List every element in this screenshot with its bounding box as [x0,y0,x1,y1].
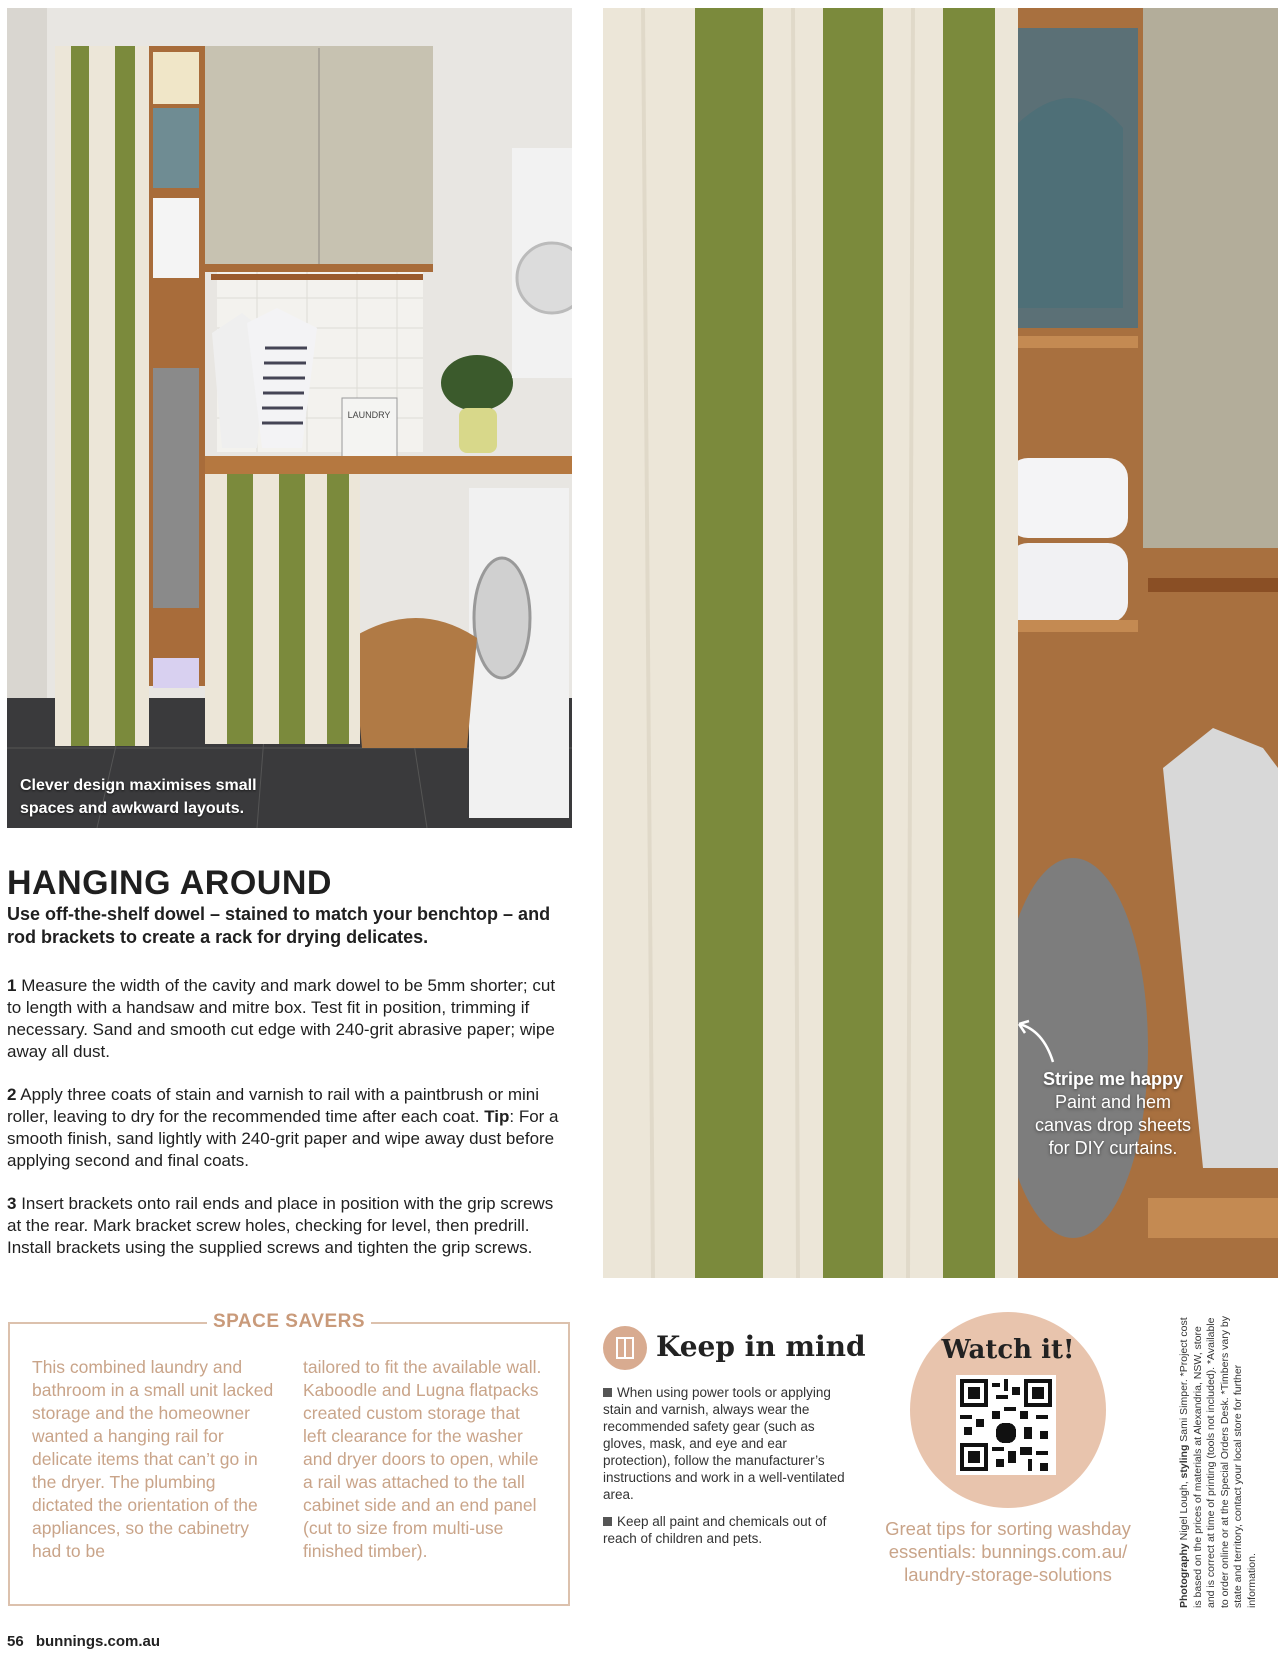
article-standfirst: Use off-the-shelf dowel – stained to match your benchtop – and rod brackets to create a rack for drying delicates. [7,904,551,947]
photo-credits [1178,1312,1259,1608]
laundry-illustration [7,8,572,828]
caption-line-1: Clever design maximises small [20,777,257,794]
step-number: 3 [7,1194,17,1213]
step-text: : For a smooth finish, sand lightly with 240-grit paper and wipe away dust before applying second and final coats. [7,1107,559,1170]
step-1 [7,975,572,1063]
square-bullet-icon [603,1388,612,1397]
safety-book-icon [603,1326,647,1370]
left-photo-caption [20,774,257,820]
curved-arrow-icon [1013,1016,1061,1066]
page-number: 56 [7,1633,24,1650]
credit-name: Sami Simper. [1178,1379,1190,1445]
credit-label: Photography [1178,1543,1190,1608]
step-2 [7,1084,572,1172]
step-3 [7,1193,572,1259]
watch-it-link-text[interactable]: Great tips for sorting washday essentials: bunnings.com.au/ laundry-storage-solutions [885,1518,1131,1585]
step-number: 1 [7,976,17,995]
space-savers-heading [10,1311,568,1333]
keep-in-mind-item [603,1513,848,1547]
keep-in-mind-title: Keep in mind [656,1330,866,1363]
caption-title: Stripe me happy [1042,1069,1184,1089]
keep-in-mind-text: When using power tools or applying stain and varnish, always wear the recommended safety gear (such as gloves, mask, and eye and ear protection), follow the manufacturer’s instructions and work in a well-ventilated area. [603,1385,845,1502]
step-text: Measure the width of the cavity and mark dowel to be 5mm shorter; cut to length with a handsaw and mitre box. Test fit in position, trimming if necessary. Sand and smooth cut edge with 240-grit abrasive paper; wipe away all dust. [7,976,556,1061]
keep-in-mind-item [603,1384,848,1503]
footer-site-link[interactable]: bunnings.com.au [35,1633,161,1650]
tip-label: Tip [484,1107,510,1126]
caption-line: canvas drop sheets [1034,1115,1192,1135]
curtain-closeup-photo [603,8,1278,1278]
article-headline: HANGING AROUND [7,864,332,902]
space-savers-box [8,1311,570,1606]
caption-line: Paint and hem [1054,1092,1172,1112]
caption-line: for DIY curtains. [1048,1138,1178,1158]
right-photo-caption [998,1068,1228,1160]
space-savers-column-2: tailored to fit the available wall. Kaboodle and Lugna flatpacks created custom storage that left clearance for the washer and dryer doors to open, while a rail was attached to the tall cabinet side and an end panel (cut to size from multi-use finished timber). [303,1357,542,1561]
step-text: Insert brackets onto rail ends and place in position with the grip screws at the rear. Mark bracket screw holes, checking for level, then predrill. Install brackets using the supplied screws and tighten the grip screws. [7,1194,554,1257]
step-text: Apply three coats of stain and varnish to rail with a paintbrush or mini roller, leaving to dry for the recommended time after each coat. [7,1085,540,1126]
qr-code-icon[interactable] [956,1375,1056,1475]
page-footer [7,1633,160,1650]
credit-label: styling [1178,1444,1190,1479]
step-number: 2 [7,1085,17,1104]
laundry-photo [7,8,572,828]
credit-name: Nigel Lough, [1178,1478,1190,1544]
pricing-disclaimer: *Project cost is based on the prices of materials at Alexandria, NSW, store and is correct at time of printing (tools not included). *Available to order online or at the Special Orders Desk. *Timbers vary by state and territory, contact your local store for further information. [1178,1316,1258,1608]
space-savers-column-1: This combined laundry and bathroom in a small unit lacked storage and the homeowner wanted a hanging rail for delicate items that can’t go in the dryer. The plumbing dictated the orientation of the appliances, so the cabinetry had to be [32,1357,274,1561]
space-savers-heading-text: SPACE SAVERS [207,1311,371,1332]
keep-in-mind-text: Keep all paint and chemicals out of reach of children and pets. [603,1514,827,1546]
laundry-tin-label: LAUNDRY [347,410,391,420]
square-bullet-icon [603,1517,612,1526]
watch-it-title: Watch it! [941,1335,1075,1365]
caption-line-2: spaces and awkward layouts. [20,800,245,817]
